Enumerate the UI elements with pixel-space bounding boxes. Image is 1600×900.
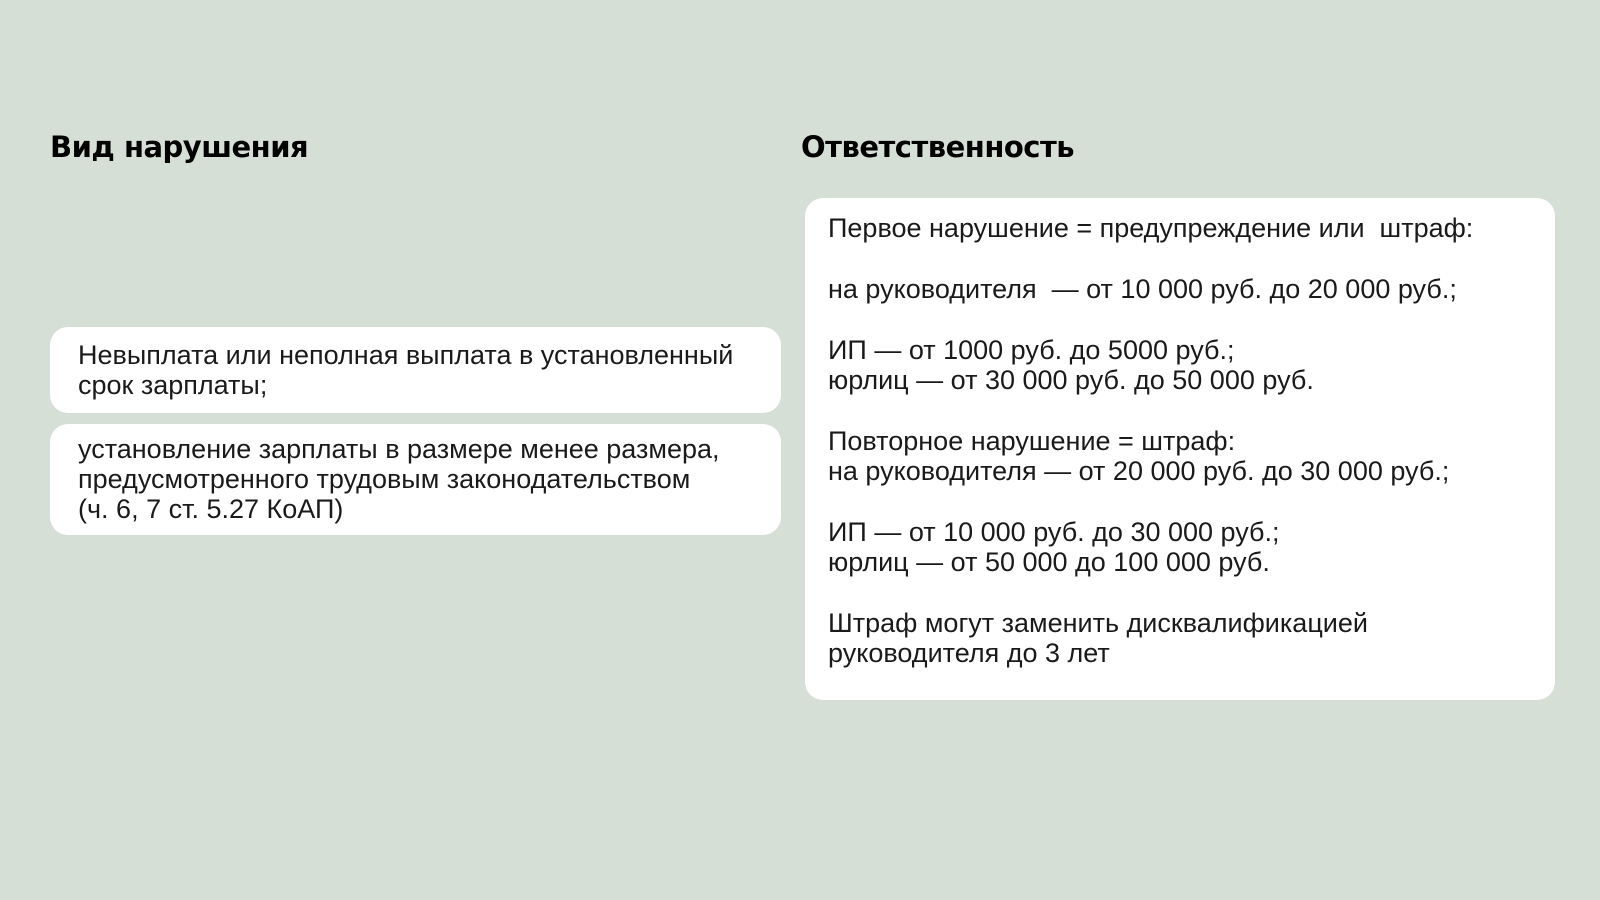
violation-text-line: предусмотренного трудовым законодательством — [78, 464, 691, 494]
liability-heading: Ответственность — [801, 130, 1075, 164]
repeat-offense-ip-fine: ИП — от 10 000 руб. до 30 000 руб.; — [828, 517, 1280, 547]
violation-card-below-minimum — [50, 424, 781, 535]
spacer — [828, 243, 1535, 274]
violation-card-nonpayment — [50, 327, 781, 413]
violation-text-line: установление зарплаты в размере менее размера, — [78, 434, 720, 464]
first-offense-legal-fine: юрлиц — от 30 000 руб. до 50 000 руб. — [828, 365, 1314, 395]
violation-text-line: Невыплата или неполная выплата в установленный — [78, 340, 734, 370]
first-offense-title: Первое нарушение = предупреждение или штраф: — [828, 213, 1474, 243]
first-offense-manager-fine: на руководителя — от 10 000 руб. до 20 000 руб.; — [828, 274, 1457, 304]
spacer — [828, 395, 1535, 426]
first-offense-ip-fine: ИП — от 1000 руб. до 5000 руб.; — [828, 335, 1235, 365]
spacer — [828, 577, 1535, 608]
spacer — [828, 486, 1535, 517]
violation-text-line: срок зарплаты; — [78, 370, 268, 400]
spacer — [828, 304, 1535, 335]
liability-card — [805, 198, 1555, 700]
repeat-offense-legal-fine: юрлиц — от 50 000 до 100 000 руб. — [828, 547, 1270, 577]
disqualification-note: Штраф могут заменить дисквалификацией — [828, 608, 1368, 638]
violation-type-heading: Вид нарушения — [50, 130, 309, 164]
repeat-offense-manager-fine: на руководителя — от 20 000 руб. до 30 000 руб.; — [828, 456, 1450, 486]
violation-citation: (ч. 6, 7 ст. 5.27 КоАП) — [78, 494, 344, 524]
repeat-offense-title: Повторное нарушение = штраф: — [828, 426, 1236, 456]
disqualification-note: руководителя до 3 лет — [828, 638, 1110, 668]
